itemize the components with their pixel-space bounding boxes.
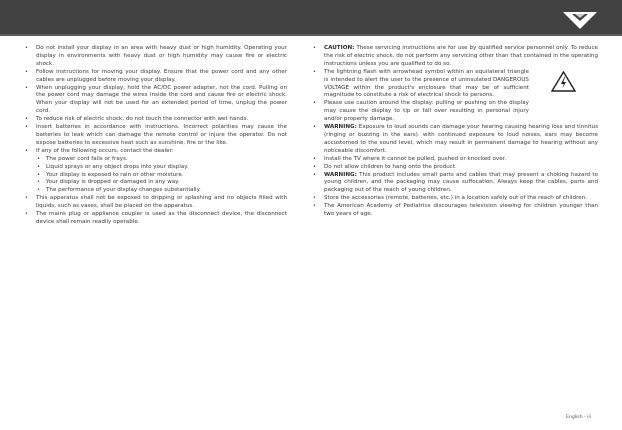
item-text: These servicing instructions are for use by qualified service personnel only. To reduce the risk of electric shock, do not perform any servicing other than that contained in the operating instructions unless you are qualified to do so. [324, 45, 598, 67]
list-item-warning [312, 124, 598, 156]
item-text: Store the accessories (remote, batteries, etc.) in a location safely out of the reach of children. [324, 195, 588, 202]
warning-label: WARNING: [324, 124, 357, 131]
item-text: Please use caution around the display: pulling or pushing on the display may cause the display to tip or fall over resulting in personal injury and/or property damage. [324, 100, 529, 123]
list-item [24, 124, 287, 148]
warning-label: WARNING: [324, 171, 357, 178]
list-item [312, 100, 529, 124]
sub-list-item [36, 164, 287, 172]
item-text: Do not install your display in an area with heavy dust or high humidity. Operating your display in environments with heavy dust or high humidity may cause fire or electric shock. [36, 45, 287, 67]
list-item [24, 45, 287, 69]
left-column [24, 45, 287, 227]
item-text: The American Academy of Pediatrics discourages television viewing for children younger than two years of age. [324, 203, 598, 218]
item-text: Do not allow children to hang onto the product. [324, 163, 457, 170]
item-text: Exposure to loud sounds can damage your hearing causing hearing loss and tinnitus (ringing or buzzing in the ears). with continued exposure to loud noises, ears may become accustomed to the sound level, which may result in permanent damage to hearing without any noticeable discomfort. [324, 124, 598, 154]
list-item [24, 116, 287, 124]
list-item [24, 195, 287, 211]
list-item [312, 156, 598, 164]
list-item [24, 85, 287, 117]
item-text: This apparatus shall not be exposed to dripping or splashing and no objects filled with liquids, such as vases, shall be placed on the apparatus. [36, 195, 287, 210]
item-text: Your display is dropped or damaged in any way. [46, 179, 180, 186]
sub-list-item [36, 187, 287, 195]
item-text: The performance of your display changes substantially. [46, 187, 201, 194]
item-text: When unplugging your display, hold the AC/DC power adapter, not the cord. Pulling on the power cord may damage the wires inside the cord and cause fire or electric shock. When your display will not be used for an extended period of time, unplug the power cord. [36, 84, 287, 115]
vizio-logo-icon [563, 10, 597, 30]
item-text: Follow instructions for moving your display. Ensure that the power cord and any other cables are unplugged before moving your display. [36, 68, 287, 83]
page-header [0, 0, 622, 36]
list-item [24, 69, 287, 85]
item-text: Insert batteries in accordance with instructions. Incorrect polarities may cause the batteries to leak which can damage the remote control or injure the operator. Do not expose batteries to excessive heat such as sunshine, fire or the like. [36, 124, 287, 146]
page-number: English - iii [566, 415, 591, 420]
item-text: If any of the following occurs, contact the dealer: [36, 147, 174, 154]
item-text: Liquid sprays or any object drops into your display. [46, 163, 189, 170]
list-item [312, 164, 598, 172]
list-item-caution [312, 45, 598, 69]
item-text: The mains plug or appliance coupler is used as the disconnect device, the disconnect device shall remain readily operable. [36, 211, 287, 225]
electric-shock-warning-icon [551, 71, 576, 92]
sub-list-item [36, 179, 287, 187]
sub-list-item [36, 172, 287, 180]
item-text: Install the TV where it cannot be pulled, pushed or knocked over. [324, 155, 507, 162]
list-item [312, 69, 529, 101]
safety-list-left [24, 45, 287, 227]
list-item-warning [312, 172, 598, 196]
item-text: The power cord fails or frays. [46, 155, 128, 162]
list-item [312, 203, 598, 219]
sub-list [36, 156, 287, 196]
item-text: The lightning flash with arrowhead symbol within an equilateral triangle is intended to alert the user to the presence of uninsulated DANGEROUS VOLTAGE within the product's enclosure that may be of sufficient magnitude to constitute a risk of electrical shock to persons. [324, 68, 529, 99]
caution-label: CAUTION: [324, 45, 355, 51]
item-text: This product includes small parts and cables that may present a choking hazard to young children, and the packaging may cause suffocation. Always keep the cables, parts and packaging out of the reach of young children. [324, 171, 598, 194]
item-text: Your display is exposed to rain or other moisture. [46, 171, 184, 178]
item-text: To reduce risk of electric shock, do not touch the connector with wet hands. [36, 116, 249, 123]
list-item [312, 195, 598, 203]
list-item [24, 148, 287, 195]
list-item [24, 211, 287, 227]
sub-list-item [36, 156, 287, 164]
